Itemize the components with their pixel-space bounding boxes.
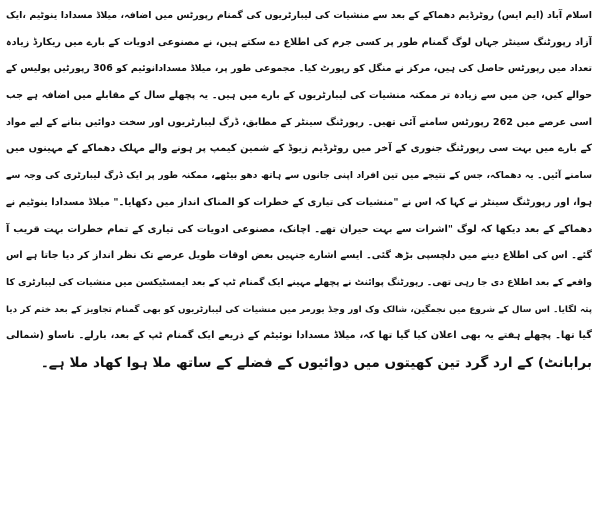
article-line-7: سامنے آئیں۔ یہ دھماکہ، جس کے نتیجے میں تین افراد اپنی جانوں سے ہاتھ دھو بیٹھے، ممکنہ طور پر ایک ڈرگ لیبارٹری کی وجہ سے [6, 170, 592, 182]
article-line-11: واقعے کے بعد اطلاع دی جا رہی تھی۔ رپورٹنگ پوائنٹ نے پچھلے مہینے ایک گمنام ٹپ کے بعد ایمسٹیکسن میں منشیات کی لیبارٹری کا [6, 276, 592, 288]
article-line-8: ہوا، اور رپورٹنگ سینٹر نے کہا کہ اس نے "منشیات کی تیاری کے خطرات کو المناک انداز میں دکھایا۔" میلاڈ مسدادا ینوٹیم نے [6, 196, 592, 208]
article-line-2: آزاد رپورٹنگ سینٹر جہاں لوگ گمنام طور پر کسی جرم کی اطلاع دے سکتے ہیں، نے مصنوعی ادویات کے بارے میں ریکارڈ زیادہ [6, 36, 592, 48]
article-line-12: پتہ لگایا۔ اس سال کے شروع میں نجمگین، شالک وک اور وجڈ یورمر میں منشیات کی لیبارٹریوں کو بھی گمنام تجاویز کے بعد ختم کر دیا [6, 304, 592, 315]
article-line-4: حوالے کیں، جن میں سے زیادہ تر ممکنہ منشیات کی لیبارٹریوں کے بارے میں ہیں۔ یہ پچھلے سال کے مقابلے میں اضافہ ہے جب [6, 90, 592, 102]
article-line-14: برابانٹ) کے ارد گرد تین کھیتوں میں دوائیوں کے فضلے کے ساتھ ملا ہوا کھاد ملا ہے۔ [40, 354, 592, 371]
article-line-5: اسی عرصے میں 262 رپورٹس سامنے آئی تھیں۔ رپورٹنگ سینٹر کے مطابق، ڈرگ لیبارٹریوں اور سخت دوائیں بنانے کے لیے مواد [6, 116, 592, 128]
article-line-13: گیا تھا۔ پچھلے ہفتے یہ بھی اعلان کیا گیا تھا کہ، میلاڈ مسدادا نوئیٹم کے ذریعے ایک گمنام ٹپ کے بعد، بارلے۔ ناساو (شمالی [6, 330, 592, 342]
article-line-9: دھماکے کے بعد دیکھا کہ لوگ "اشرات سے بہت حیران تھے۔ اچانک، مصنوعی ادویات کی تیاری کے تمام خطرات بہت قریب آ [6, 223, 592, 235]
article-line-3: تعداد میں رپورٹس حاصل کی ہیں، مرکز نے منگل کو رپورٹ کیا۔ مجموعی طور پر، میلاڈ مسدادانوئیم کو 306 رپورٹیں پولیس کے [6, 63, 592, 75]
article-line-6: کے بارے میں بہت سی رپورٹنگ جنوری کے آخر میں روٹرڈیم زیوڈ کے شمین کیمپ پر ہونے والے مہلک دھماکے کے مہینوں میں [6, 143, 592, 155]
article-line-1: اسلام آباد (ایم ایس) روٹرڈیم دھماکے کے بعد سے منشیات کی لیبارٹریوں کی گمنام رپورٹس میں اضافہ، میلاڈ مسدادا ینوٹیم ،ایک [6, 10, 592, 21]
article-line-10: گئے۔ اس کی اطلاع دینے میں دلچسپی بڑھ گئی۔ ایسے اشارے جنہیں بعض اوقات طویل عرصے تک نظر انداز کر دیا جاتا ہے اس [6, 250, 592, 262]
